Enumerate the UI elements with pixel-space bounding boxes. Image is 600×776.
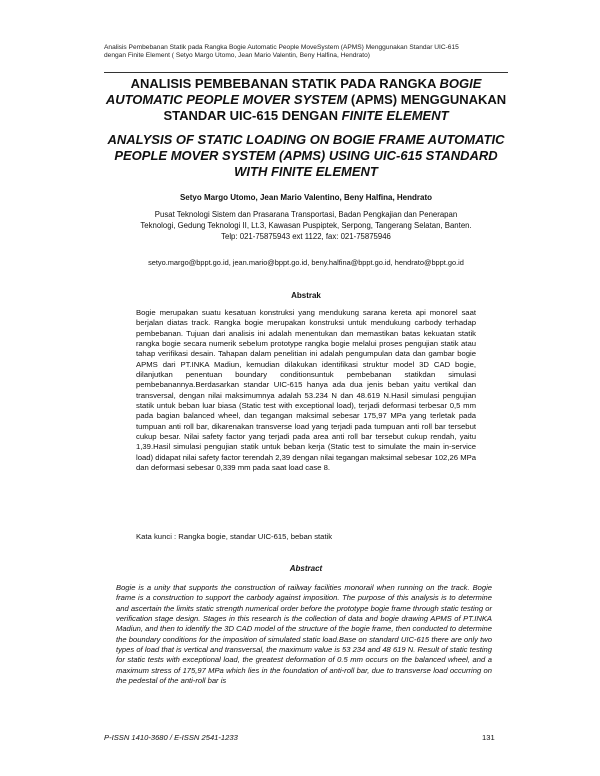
keywords: Kata kunci : Rangka bogie, standar UIC-615, beban statik — [136, 532, 333, 541]
author-emails: setyo.margo@bppt.go.id, jean.mario@bppt.go.id, beny.halfina@bppt.go.id, hendrato@bppt.go.id — [148, 258, 464, 267]
author-list: Setyo Margo Utomo, Jean Mario Valentino, Beny Halfina, Hendrato — [179, 193, 433, 202]
title-id-part-1: ANALISIS PEMBEBANAN STATIK PADA RANGKA — [130, 76, 440, 91]
page-number: 131 — [482, 733, 495, 742]
title-english: ANALYSIS OF STATIC LOADING ON BOGIE FRAME AUTOMATIC PEOPLE MOVER SYSTEM (APMS) USING UIC-615 STANDARD WITH FINITE ELEMENT — [107, 132, 505, 179]
title-id-part-3: (APMS) MENGGUNAKAN STANDAR UIC-615 DENGAN — [163, 91, 507, 123]
header-rule — [104, 72, 508, 73]
running-head — [104, 44, 514, 61]
abstract-body: Bogie is a unity that supports the construction of railway facilities monorail when running on the track. Bogie frame is a construction to support the carbody against imposition. The purpose of this analysis is to determine and ascertain the limits static strength numerical order before the prototype bogie frame through static testing or verification stage design. Stages in this research is the collection of data and bogie drawing APMS of PT.INKA Madiun, and then to identify the 3D CAD model of the structure of the bogie frame, then conducted to determine the boundary conditions for the imposition of simulated static load.Base on standard UIC-615 there are only two types of load that is vertical and transversal, the maximum value is 53 234 and 48 619 N. Result of static testing for static tests with exceptional load, the greatest deformation of 0.5 mm occurs on the balanced wheel, and a maximum stress of 175,97 MPa which lies in the foundation of anti-roll bar, due to transverse load occurring on the pedestal of the anti-roll bar is — [116, 583, 492, 686]
affiliation-line-1: Pusat Teknologi Sistem dan Prasarana Transportasi, Badan Pengkajian dan Penerapan — [154, 210, 458, 219]
title-indonesian — [100, 76, 512, 123]
abstrak-heading: Abstrak — [291, 291, 321, 300]
running-head-line-2: dengan Finite Element ( Setyo Margo Utomo, Jean Mario Valentin, Beny Halfina, Hendrato) — [104, 52, 370, 60]
title-id-part-2: BOGIE AUTOMATIC PEOPLE MOVER SYSTEM — [105, 76, 482, 107]
abstrak-body: Bogie merupakan suatu kesatuan konstruksi yang mendukung sarana kereta api monorel saat berjalan diatas track. Rangka bogie merupakan konstruksi untuk mendukung carbody terhadap pembebanan. Tujuan dari analisis ini adalah menentukan dan memastikan batas kekuatan statik rangka bogie secara numerik sebelum prototype rangka bogie melalui proses pengujian statik atau tahap verifikasi desain. Tahapan dalam penelitian ini adalah pengumpulan data dan gambar bogie APMS dari PT.INKA Madiun, kemudian dilakukan identifikasi struktur model 3D CAD bogie, dilanjutkan penentuan boundary conditionsuntuk pembebanan statikdan simulasi pembebanannya.Berdasarkan standar UIC-615 hanya ada dua jenis beban yaitu vertikal dan transversal, dengan nilai maksimumnya adalah 53.234 N dan 48.619 N.Hasil simulasi pengujian statik untuk beban luar biasa (Static test with exceptional load), terjadi deformasi terbesar 0,5 mm pada bagian balanced wheel, dan tegangan maksimal sebesar 175,97 MPa yang terletak pada tumpuan anti roll bar, dikarenakan transverse load yang terjadi pada tumpuan anti roll bar tersebut cukup besar. Nilai safety factor yang terjadi pada area anti roll bar tersebut cukup rendah, yaitu 1,39.Hasil simulasi pengujian statik untuk beban kerja (Static test to simulate the main in-service load) didapat nilai safety factor terendah 2,39 dengan nilai tegangan maksimal sebesar 102,26 MPa dan deformasi sebesar 0,339 mm pada saat load case 8. — [136, 308, 476, 473]
affiliation — [104, 210, 508, 242]
footer-issn: P-ISSN 1410-3680 / E-ISSN 2541-1233 — [104, 733, 238, 742]
running-head-line-1: Analisis Pembebanan Statik pada Rangka Bogie Automatic People MoveSystem (APMS) Menggunakan Standar UIC-615 — [104, 44, 459, 51]
title-id-part-4: FINITE ELEMENT — [341, 107, 449, 123]
affiliation-line-2: Teknologi, Gedung Teknologi II, Lt.3, Kawasan Puspiptek, Serpong, Tangerang Selatan, Banten. — [140, 220, 472, 230]
affiliation-line-3: Telp: 021-75875943 ext 1122, fax: 021-75875946 — [221, 231, 391, 241]
abstract-heading: Abstract — [289, 564, 323, 573]
